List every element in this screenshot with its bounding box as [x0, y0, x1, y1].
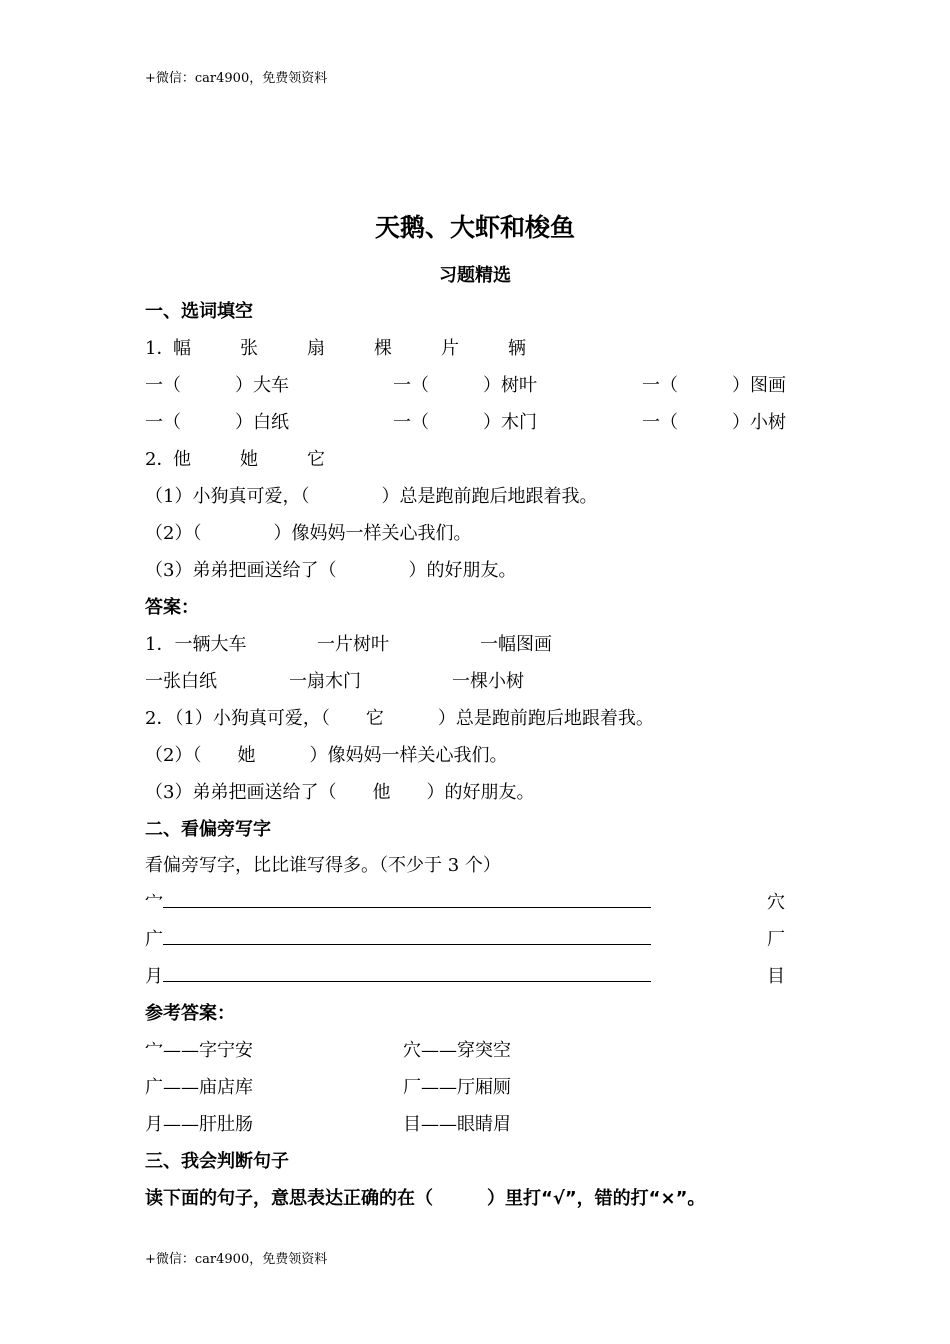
answer-item: （3）弟弟把画送给了（ 他 ）的好朋友。	[145, 782, 535, 803]
radical-left: 广	[145, 929, 163, 950]
q2-item: （3）弟弟把画送给了（ ）的好朋友。	[145, 560, 517, 581]
answer-item: 一扇木门	[289, 671, 361, 692]
reference-answer: 宀——字宁安	[145, 1040, 253, 1061]
reference-answer-heading: 参考答案：	[145, 1003, 235, 1024]
section3-instruction: 读下面的句子，意思表达正确的在（ ）里打“√”，错的打“×”。	[145, 1188, 706, 1209]
answer-item: 1．一辆大车	[145, 634, 247, 655]
page-footer: +微信：car4900，免费领资料	[145, 1252, 328, 1267]
q1-word: 张	[240, 338, 258, 359]
writing-line	[163, 944, 651, 945]
section2-heading: 二、看偏旁写字	[145, 819, 271, 840]
answer-item: 一棵小树	[452, 671, 524, 692]
radical-right: 穴	[767, 892, 785, 913]
radical-left: 月	[145, 966, 163, 987]
section3-heading: 三、我会判断句子	[145, 1151, 289, 1172]
q2-item: （2）（ ）像妈妈一样关心我们。	[145, 523, 472, 544]
q2-word: 他	[173, 449, 191, 470]
answer-item: 一片树叶	[317, 634, 389, 655]
q1-word: 棵	[374, 338, 392, 359]
writing-line	[163, 907, 651, 908]
page-header: +微信：car4900，免费领资料	[145, 71, 328, 86]
q2-label: 2．	[145, 449, 175, 470]
section2-instruction: 看偏旁写字，比比谁写得多。（不少于 3 个）	[145, 855, 501, 876]
answer-item: （2）（ 她 ）像妈妈一样关心我们。	[145, 745, 508, 766]
q1-word: 片	[441, 338, 459, 359]
reference-answer: 厂——厅厢厕	[403, 1077, 511, 1098]
q1-word: 幅	[173, 338, 191, 359]
q1-word: 辆	[508, 338, 526, 359]
radical-right: 目	[767, 966, 785, 987]
radical-left: 宀	[145, 892, 163, 913]
reference-answer: 广——庙店库	[145, 1077, 253, 1098]
q1-blank: 一（ ）白纸	[145, 412, 289, 433]
q1-blank: 一（ ）树叶	[393, 375, 537, 396]
q1-label: 1．	[145, 338, 175, 359]
answer-heading: 答案：	[145, 597, 199, 618]
q1-blank: 一（ ）木门	[393, 412, 537, 433]
reference-answer: 月——肝肚肠	[145, 1114, 253, 1135]
q1-blank: 一（ ）大车	[145, 375, 289, 396]
writing-line	[163, 981, 651, 982]
answer-item: 2．（1）小狗真可爱，（ 它 ）总是跑前跑后地跟着我。	[145, 708, 654, 729]
q1-blank: 一（ ）小树	[642, 412, 786, 433]
answer-item: 一张白纸	[145, 671, 217, 692]
q2-word: 她	[240, 449, 258, 470]
q1-blank: 一（ ）图画	[642, 375, 786, 396]
q2-item: （1）小狗真可爱，（ ）总是跑前跑后地跟着我。	[145, 486, 598, 507]
section1-heading: 一、选词填空	[145, 301, 253, 322]
page-title: 天鹅、大虾和梭鱼	[374, 213, 575, 242]
reference-answer: 穴——穿突空	[403, 1040, 511, 1061]
radical-right: 厂	[767, 929, 785, 950]
q1-word: 扇	[307, 338, 325, 359]
answer-item: 一幅图画	[480, 634, 552, 655]
page-subtitle: 习题精选	[439, 265, 511, 286]
q2-word: 它	[307, 449, 325, 470]
reference-answer: 目——眼睛眉	[403, 1114, 511, 1135]
